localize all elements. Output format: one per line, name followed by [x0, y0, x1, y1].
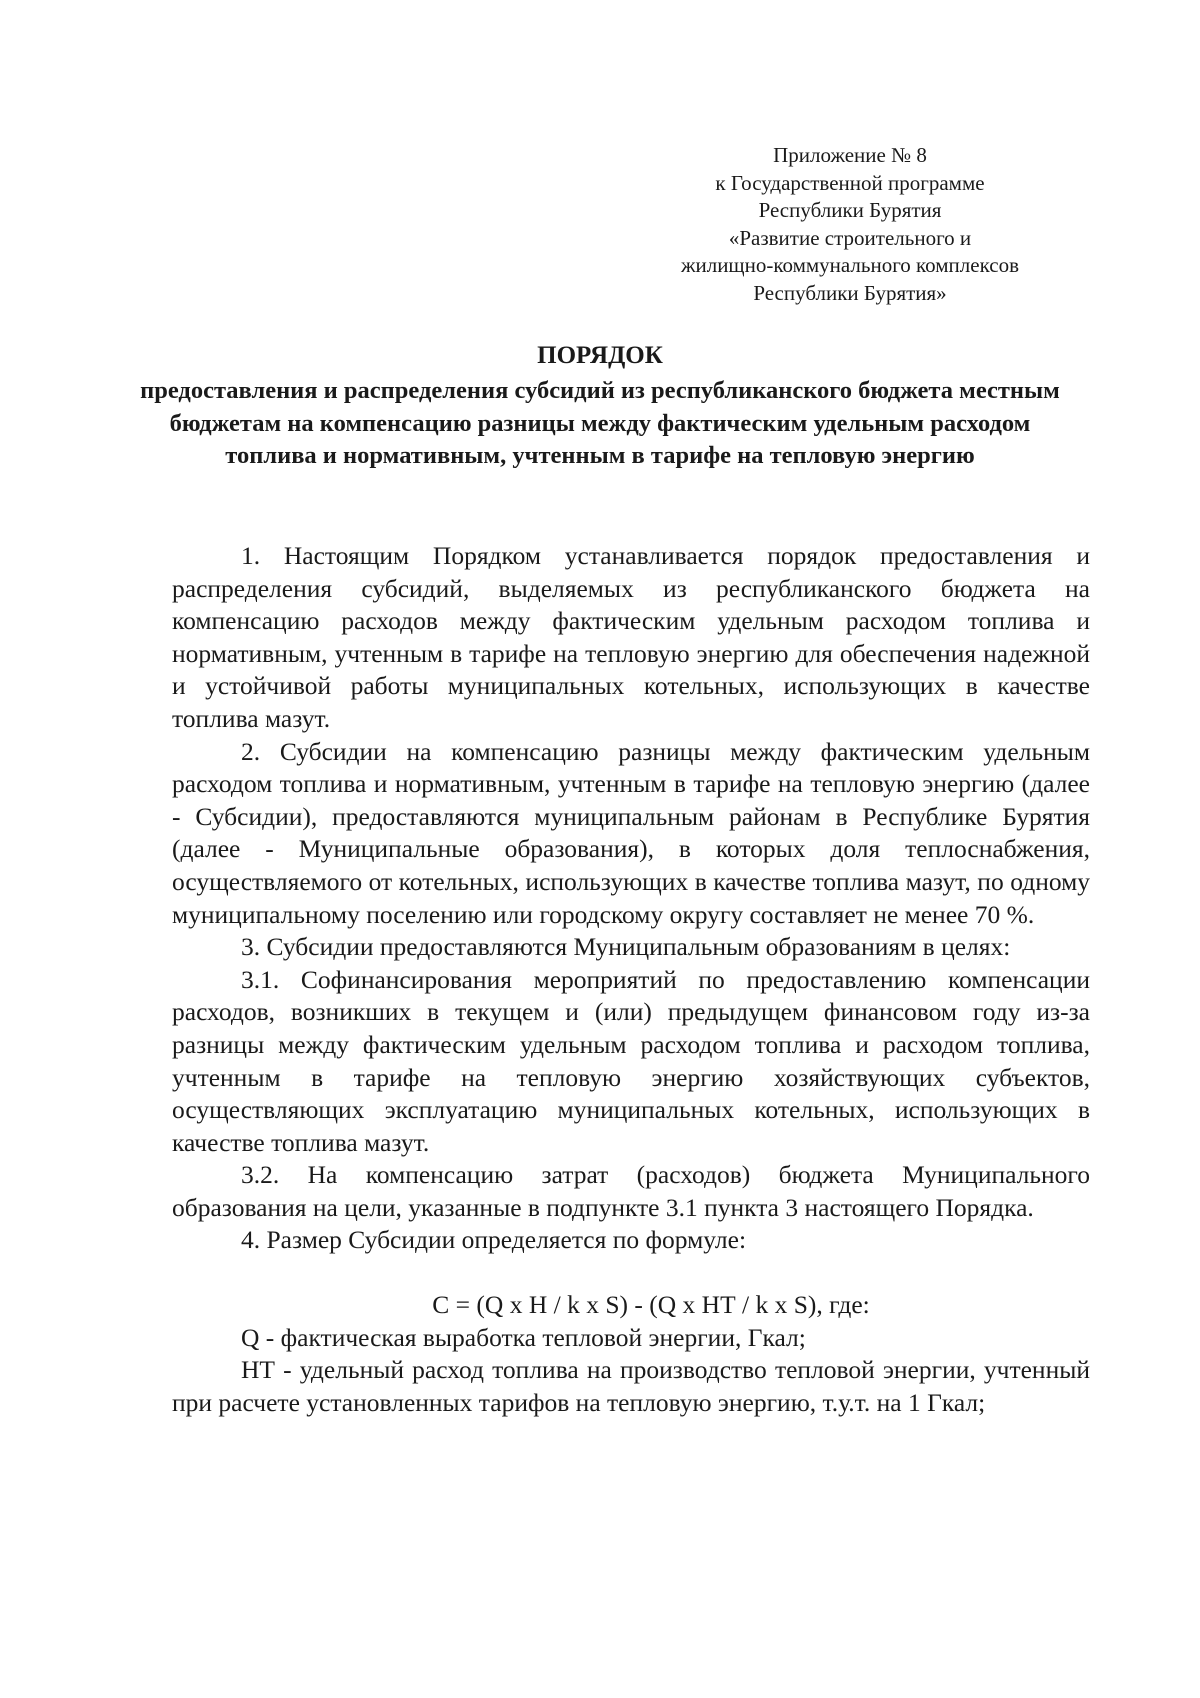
- paragraph-2: 2. Субсидии на компенсацию разницы между фактическим удельным расходом топлива и нормативным, учтенным в тарифе на тепловую энергию (далее - Субсидии), предоставляются муниципальным районам в Республике Бурятия (далее - Муниципальные образования), в которых доля теплоснабжения, осуществляемого от котельных, использующих в качестве топлива мазут, по одному муниципальному поселению или городскому округу составляет не менее 70 %.: [172, 736, 1090, 929]
- paragraph-1: 1. Настоящим Порядком устанавливается порядок предоставления и распределения субсидий, выделяемых из республиканского бюджета на компенсацию расходов между фактическим удельным расходом топлива и нормативным, учтенным в тарифе на тепловую энергию для обеспечения надежной и устойчивой работы муниципальных котельных, использующих в качестве топлива мазут.: [172, 541, 1090, 733]
- paragraph-3: 3. Субсидии предоставляются Муниципальным образованиям в целях:: [241, 932, 1011, 962]
- document-title: [140, 340, 1060, 473]
- definition-nt: НТ - удельный расход топлива на производство тепловой энергии, учтенный при расчете установленных тарифов на тепловую энергию, т.у.т. на 1 Гкал;: [172, 1355, 1090, 1417]
- appendix-line: к Государственной программе: [715, 170, 985, 195]
- appendix-line: Республики Бурятия»: [753, 280, 947, 305]
- subsidy-formula: С = (Q x H / k x S) - (Q x НТ / k x S), где:: [432, 1290, 870, 1320]
- definition-q: Q - фактическая выработка тепловой энергии, Гкал;: [241, 1322, 806, 1352]
- appendix-header: [640, 142, 1060, 307]
- paragraph-3-1: 3.1. Софинансирования мероприятий по предоставлению компенсации расходов, возникших в текущем и (или) предыдущем финансовом году из-за разницы между фактическим удельным расходом топлива и расходом топлива, учтенным в тарифе на тепловую энергию хозяйствующих субъектов, осуществляющих эксплуатацию муниципальных котельных, использующих в качестве топлива мазут.: [172, 964, 1090, 1157]
- paragraph-4: 4. Размер Субсидии определяется по формуле:: [241, 1225, 747, 1255]
- title-main: ПОРЯДОК: [537, 342, 663, 369]
- document-body: [172, 540, 1090, 1419]
- title-subtitle: предоставления и распределения субсидий из республиканского бюджета местным бюджетам на компенсацию разницы между фактическим удельным расходом топлива и нормативным, учтенным в тарифе на тепловую энергию: [140, 377, 1060, 469]
- appendix-line: «Развитие строительного и: [728, 225, 972, 250]
- appendix-line: Республики Бурятия: [758, 198, 942, 222]
- appendix-line: жилищно-коммунального комплексов: [680, 253, 1020, 277]
- appendix-line: Приложение № 8: [773, 143, 927, 167]
- paragraph-3-2: 3.2. На компенсацию затрат (расходов) бюджета Муниципального образования на цели, указанные в подпункте 3.1 пункта 3 настоящего Порядка.: [172, 1160, 1090, 1222]
